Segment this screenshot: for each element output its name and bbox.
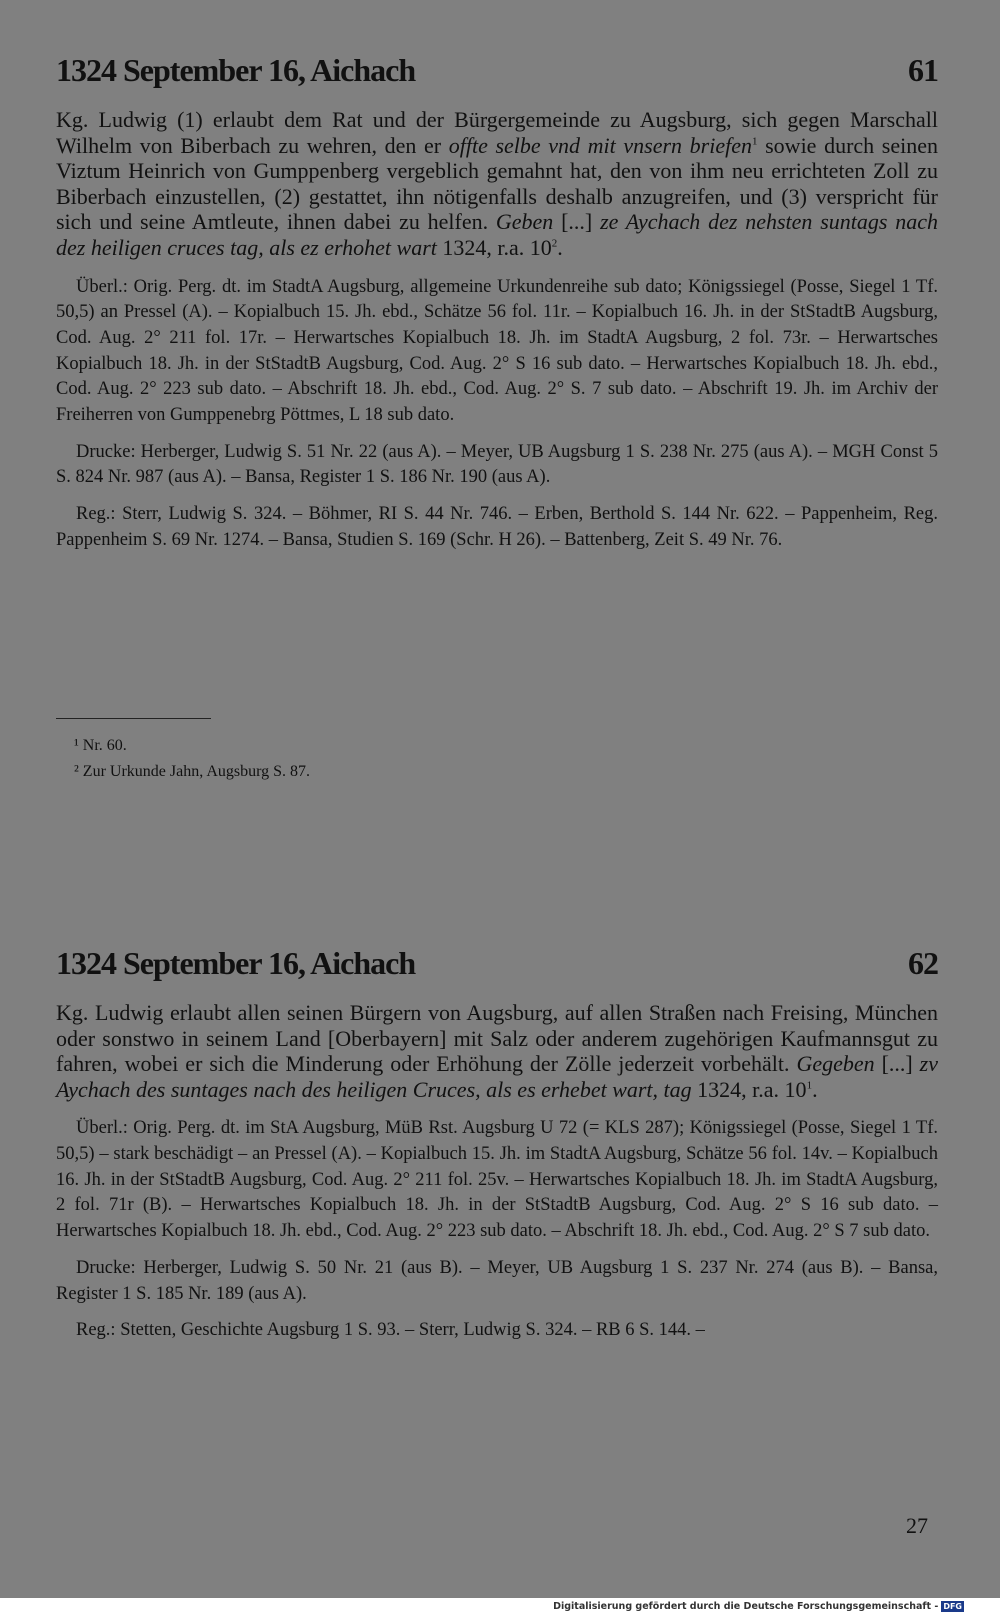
tradition-note: Überl.: Orig. Perg. dt. im StA Augsburg, MüB Rst. Augsburg U 72 (= KLS 287); Königssiegel (Posse, Siegel 1 Tf. 50,5) – stark beschädigt – an Pressel (A). – Kopialbuch 15. Jh. im StadtA Augsburg, Schätze 56 fol. 14v. – Kopialbuch 16. Jh. in der StStadtB Augsburg, Cod. Aug. 2° 211 fol. 25v. – Herwartsches Kopialbuch 18. Jh. im StadtA Augsburg, 2 fol. 71r (B). – Herwartsches Kopialbuch 18. Jh. in der StStadtB Augsburg, Cod. Aug. 2° S 16 sub dato. – Herwartsches Kopialbuch 18. Jh. ebd., Cod. Aug. 2° 223 sub dato. – Abschrift 18. Jh. ebd., Cod. Aug. 2° S 7 sub dato. (56, 1118, 938, 1242)
footnote-ref: 2 (551, 237, 558, 250)
entry-summary (56, 107, 938, 261)
summary-quote: Gegeben (796, 1051, 875, 1077)
entry-62 (56, 945, 938, 1355)
footnote-2: ² Zur Urkunde Jahn, Augsburg S. 87. (74, 763, 311, 780)
footnote-ref: 1 (806, 1079, 813, 1092)
summary-quote: offte selbe vnd mit vnsern briefen (448, 132, 752, 158)
summary-text: Kg. Ludwig erlaubt allen seinen Bürgern von Augsburg, auf allen Straßen nach Freising, München oder sonstwo in seinem Land [Oberbayern] mit Salz oder anderem zugehörigen Kaufmannsgut zu fahren, wobei er sich die Minderung oder Erhöhung der Zölle jederzeit vorbehält. (56, 1000, 938, 1077)
entry-notes (56, 275, 938, 554)
entry-number: 62 (908, 945, 938, 981)
regesta-note: Reg.: Stetten, Geschichte Augsburg 1 S. 93. – Sterr, Ludwig S. 324. – RB 6 S. 144. – (76, 1320, 705, 1341)
entry-title: 1324 September 16, Aichach (56, 945, 416, 981)
summary-text: 1324, r.a. 10 (691, 1076, 807, 1102)
entry-summary (56, 1000, 938, 1102)
footnotes (74, 733, 310, 785)
footnote-divider (56, 718, 211, 719)
summary-text: . (557, 234, 563, 260)
summary-quote: ze Aychach dez nehsten suntags nach dez heiligen cruces tag, als ez erhohet wart (56, 209, 939, 260)
tradition-note: Überl.: Orig. Perg. dt. im StadtA Augsburg, allgemeine Urkundenreihe sub dato; Königssiegel (Posse, Siegel 1 Tf. 50,5) an Pressel (A). – Kopialbuch 15. Jh. ebd., Schätze 56 fol. 11r. – Kopialbuch 16. Jh. in der StStadtB Augsburg, Cod. Aug. 2° 211 fol. 17r. – Herwartsches Kopialbuch 18. Jh. im StadtA Augsburg, 2 fol. 73r. – Herwartsches Kopialbuch 18. Jh. in der StStadtB Augsburg, Cod. Aug. 2° S 16 sub dato. – Herwartsches Kopialbuch 18. Jh. ebd., Cod. Aug. 2° 223 sub dato. – Abschrift 18. Jh. ebd., Cod. Aug. 2° S. 7 sub dato. – Abschrift 19. Jh. im Archiv der Freiherren von Gumppenebrg Pöttmes, L 18 sub dato. (56, 276, 938, 426)
summary-quote: zv Aychach des suntages nach des heiligen Cruces, als es erhebet wart, tag (56, 1051, 938, 1102)
summary-text: . (812, 1076, 818, 1102)
entry-heading (56, 945, 938, 982)
summary-text: 1324, r.a. 10 (436, 234, 552, 260)
entry-notes (56, 1116, 938, 1344)
regesta-note: Reg.: Sterr, Ludwig S. 324. – Böhmer, RI S. 44 Nr. 746. – Erben, Berthold S. 144 Nr. 622. – Pappenheim, Reg. Pappenheim S. 69 Nr. 1274. – Bansa, Studien S. 169 (Schr. H 26). – Battenberg, Zeit S. 49 Nr. 76. (56, 504, 938, 550)
prints-note: Drucke: Herberger, Ludwig S. 51 Nr. 22 (aus A). – Meyer, UB Augsburg 1 S. 238 Nr. 275 (aus A). – MGH Const 5 S. 824 Nr. 987 (aus A). – Bansa, Register 1 S. 186 Nr. 190 (aus A). (56, 441, 938, 488)
page-number: 27 (906, 1513, 928, 1538)
digitization-credit (553, 1598, 964, 1615)
entry-title: 1324 September 16, Aichach (56, 52, 416, 88)
credit-text: Digitalisierung gefördert durch die Deutsche Forschungsgemeinschaft - (553, 1601, 939, 1612)
summary-text: [...] (553, 209, 601, 235)
footnote-ref: 1 (752, 135, 758, 148)
dfg-logo-icon: DFG (943, 1602, 962, 1611)
prints-note: Drucke: Herberger, Ludwig S. 50 Nr. 21 (aus B). – Meyer, UB Augsburg 1 S. 237 Nr. 274 (aus B). – Bansa, Register 1 S. 185 Nr. 189 (aus A). (56, 1257, 938, 1304)
footnote-1: ¹ Nr. 60. (74, 737, 127, 754)
summary-quote: Geben (495, 209, 554, 235)
entry-61 (56, 52, 938, 565)
summary-text: Kg. Ludwig (1) erlaubt dem Rat und der Bürgergemeinde zu Augsburg, sich gegen Marschall Wilhelm von Biberbach zu wehren, den er (56, 107, 938, 158)
summary-text: [...] (874, 1051, 920, 1077)
entry-heading (56, 52, 938, 89)
entry-number: 61 (908, 52, 938, 88)
summary-text: sowie durch seinen Viztum Heinrich von Gumppenberg vergeblich gemahnt hat, den von ihm neu errichteten Zoll zu Biberbach einzustellen, (2) gestattet, ihn nötigenfalls deshalb anzugreifen, und (3) verspricht für sich und seine Amtleute, ihnen dabei zu helfen. (56, 132, 938, 235)
